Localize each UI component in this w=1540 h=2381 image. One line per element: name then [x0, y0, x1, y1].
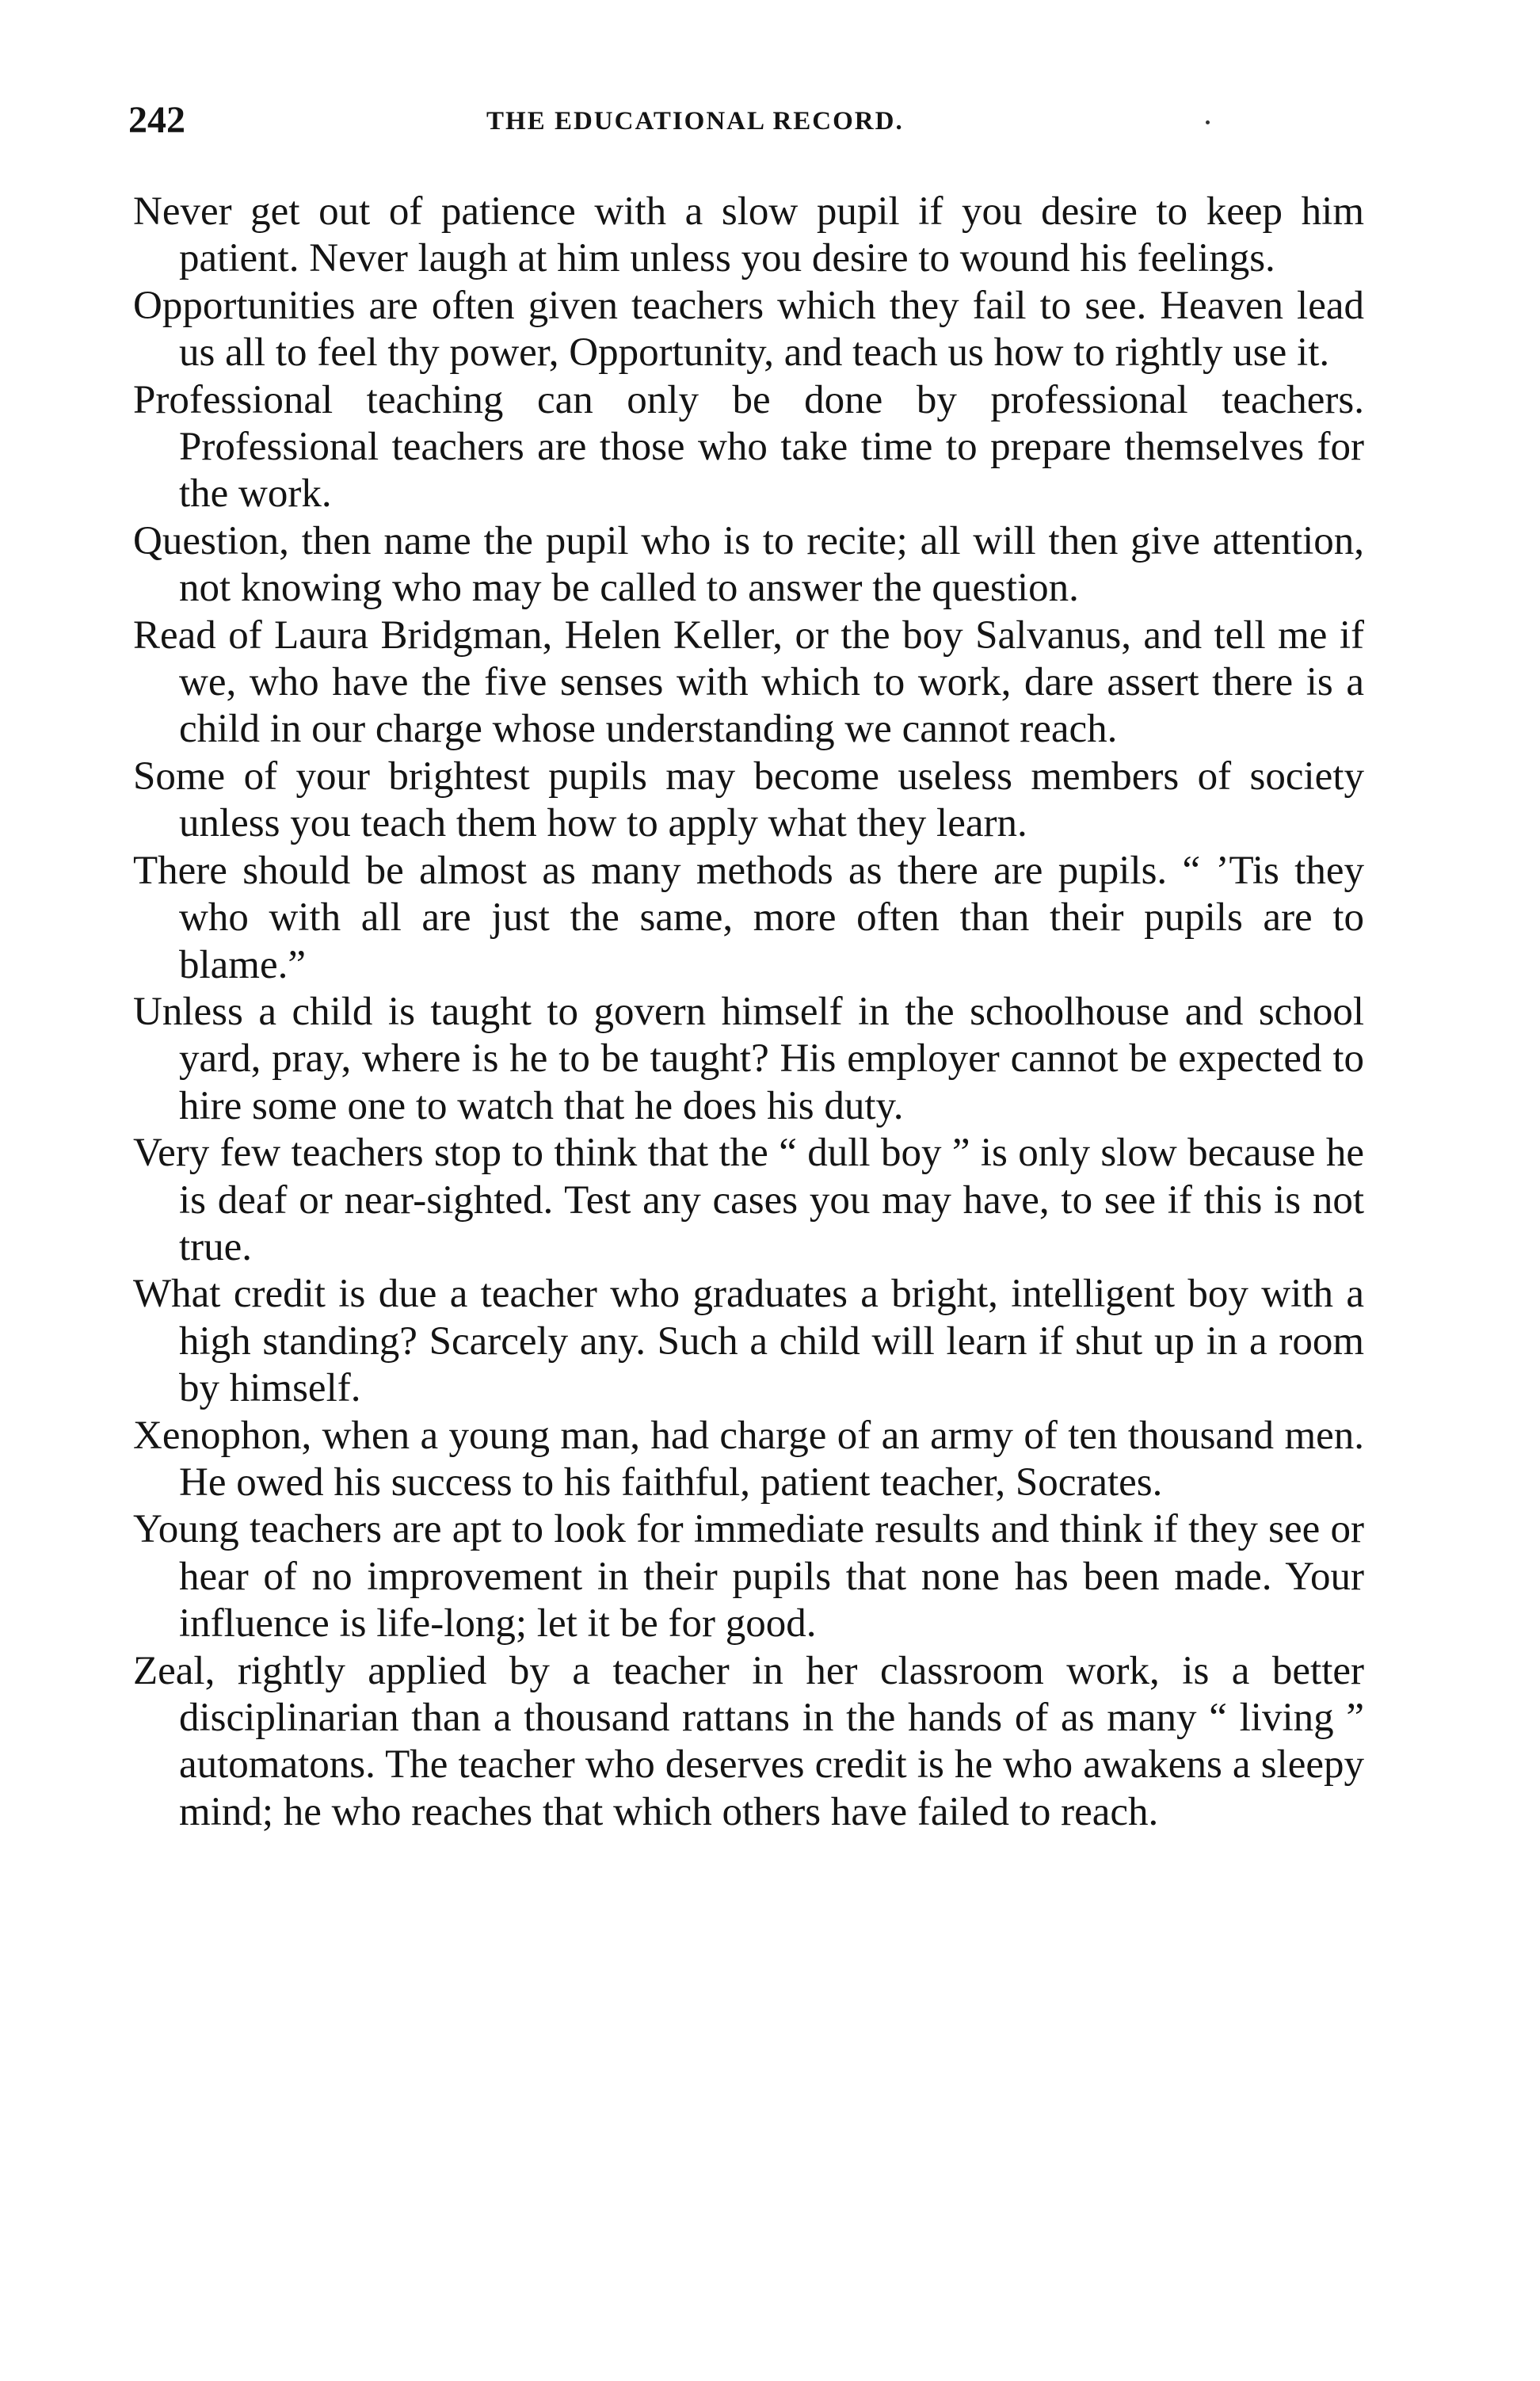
- maxim-what: What credit is due a teacher who graduates a bright, intelligent boy with a high standing? Scarcely any. Such a child will learn if shut up in a room by himself.: [133, 1272, 1364, 1411]
- maxim-very: Very few teachers stop to think that the “ dull boy ” is only slow because he is deaf or near-sighted. Test any cases you may have, to see if this is not true.: [133, 1131, 1364, 1269]
- maxim-question: Question, then name the pupil who is to recite; all will then give attention, not knowing who may be called to answer the question.: [133, 518, 1364, 611]
- maxim-xenophon: Xenophon, when a young man, had charge of an army of ten thousand men. He owed his success to his faithful, patient teacher, Socrates.: [133, 1413, 1364, 1505]
- maxims-list: [133, 189, 1364, 1836]
- running-head: [128, 97, 1364, 144]
- page-number: 242: [128, 99, 185, 141]
- print-speck: [1206, 120, 1210, 124]
- maxim-unless: Unless a child is taught to govern himself in the schoolhouse and school yard, pray, where is he to be taught? His employer cannot be expected to hire some one to watch that he does his duty.: [133, 989, 1364, 1128]
- maxim-young: Young teachers are apt to look for immediate results and think if they see or hear of no improvement in their pupils that none has been made. Your influence is life-long; let it be for good.: [133, 1507, 1364, 1646]
- maxim-professional: Professional teaching can only be done by professional teachers. Professional teachers are those who take time to prepare themselves for the work.: [133, 377, 1364, 517]
- maxim-some: Some of your brightest pupils may become useless members of society unless you teach them how to apply what they learn.: [133, 754, 1364, 846]
- maxim-never: Never get out of patience with a slow pupil if you desire to keep him patient. Never laugh at him unless you desire to wound his feelings.: [133, 189, 1364, 281]
- maxim-there: There should be almost as many methods as there are pupils. “ ’Tis they who with all are just the same, more often than their pupils are to blame.”: [133, 848, 1364, 987]
- maxim-opportunities: Opportunities are often given teachers which they fail to see. Heaven lead us all to feel thy power, Opportunity, and teach us how to rightly use it.: [133, 283, 1364, 376]
- maxim-zeal: Zeal, rightly applied by a teacher in her classroom work, is a better disciplinarian than a thousand rattans in the hands of as many “ living ” automatons. The teacher who deserves credit is he who awakens a sleepy mind; he who reaches that which others have failed to reach.: [133, 1648, 1364, 1834]
- maxim-read: Read of Laura Bridgman, Helen Keller, or the boy Salvanus, and tell me if we, who have the five senses with which to work, dare assert there is a child in our charge whose understanding we cannot reach.: [133, 612, 1364, 752]
- journal-title: THE EDUCATIONAL RECORD.: [486, 107, 904, 135]
